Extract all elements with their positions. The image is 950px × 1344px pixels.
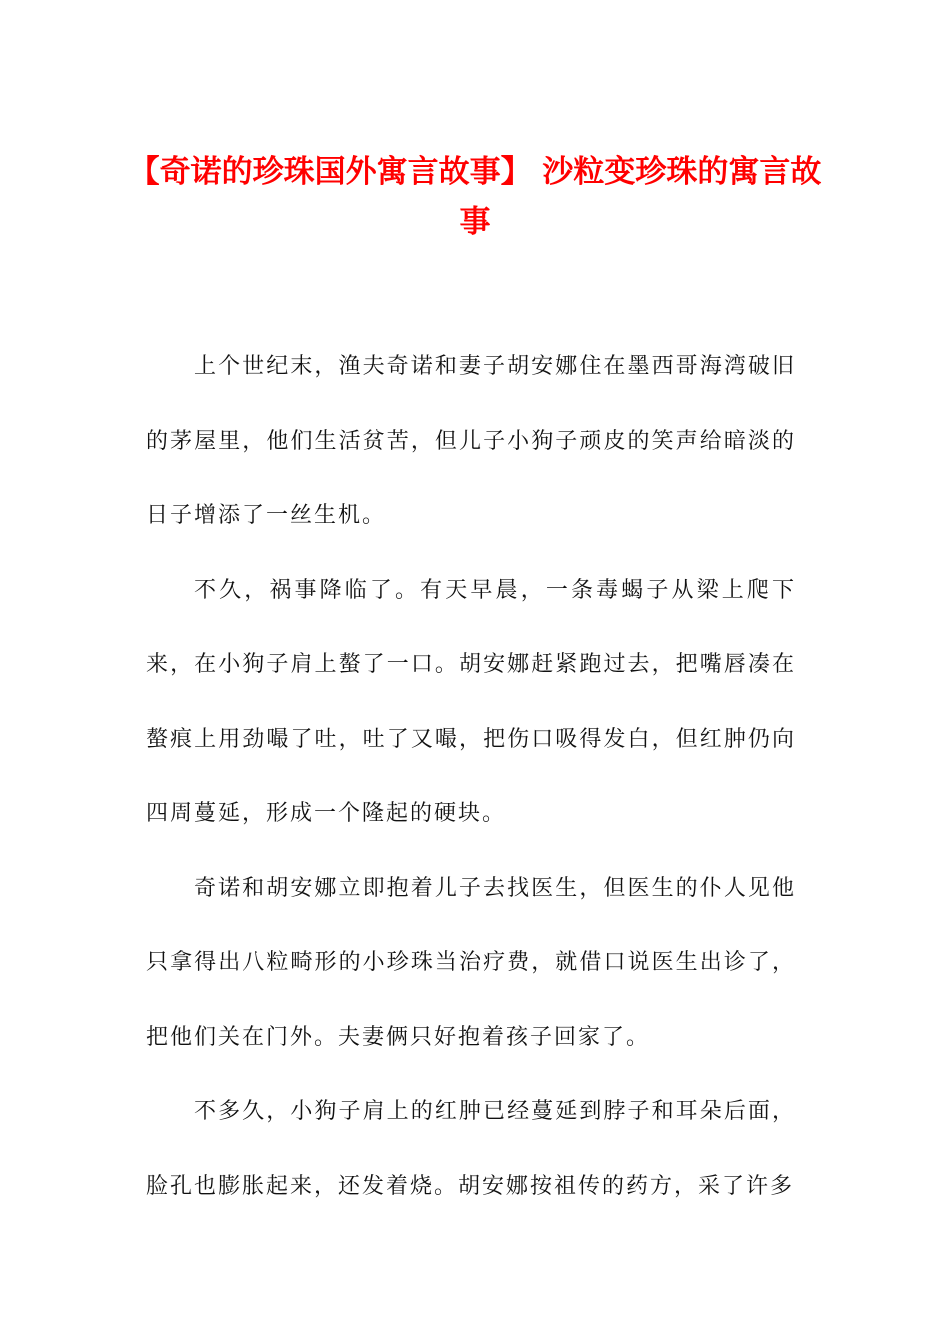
paragraph: 上个世纪末，渔夫奇诺和妻子胡安娜住在墨西哥海湾破旧的茅屋里，他们生活贫苦，但儿子小狗子顽皮的笑声给暗淡的日子增添了一丝生机。 — [146, 354, 796, 528]
paragraph: 不久，祸事降临了。有天早晨，一条毒蝎子从梁上爬下来，在小狗子肩上螯了一口。胡安娜赶紧跑过去，把嘴唇凑在螯痕上用劲嘬了吐，吐了又嘬，把伤口吸得发白，但红肿仍向四周蔓延，形成一个隆起的硬块。 — [146, 577, 796, 826]
paragraph: 不多久，小狗子肩上的红肿已经蔓延到脖子和耳朵后面，脸孔也膨胀起来，还发着烧。胡安娜按祖传的药方，采了许多 — [146, 1099, 796, 1199]
document-title: 【奇诺的珍珠国外寓言故事】 沙粒变珍珠的寓言故事 — [128, 154, 822, 240]
paragraph: 奇诺和胡安娜立即抱着儿子去找医生，但医生的仆人见他只拿得出八粒畸形的小珍珠当治疗费，就借口说医生出诊了，把他们关在门外。夫妻俩只好抱着孩子回家了。 — [146, 875, 796, 1050]
document-body — [146, 330, 796, 1224]
